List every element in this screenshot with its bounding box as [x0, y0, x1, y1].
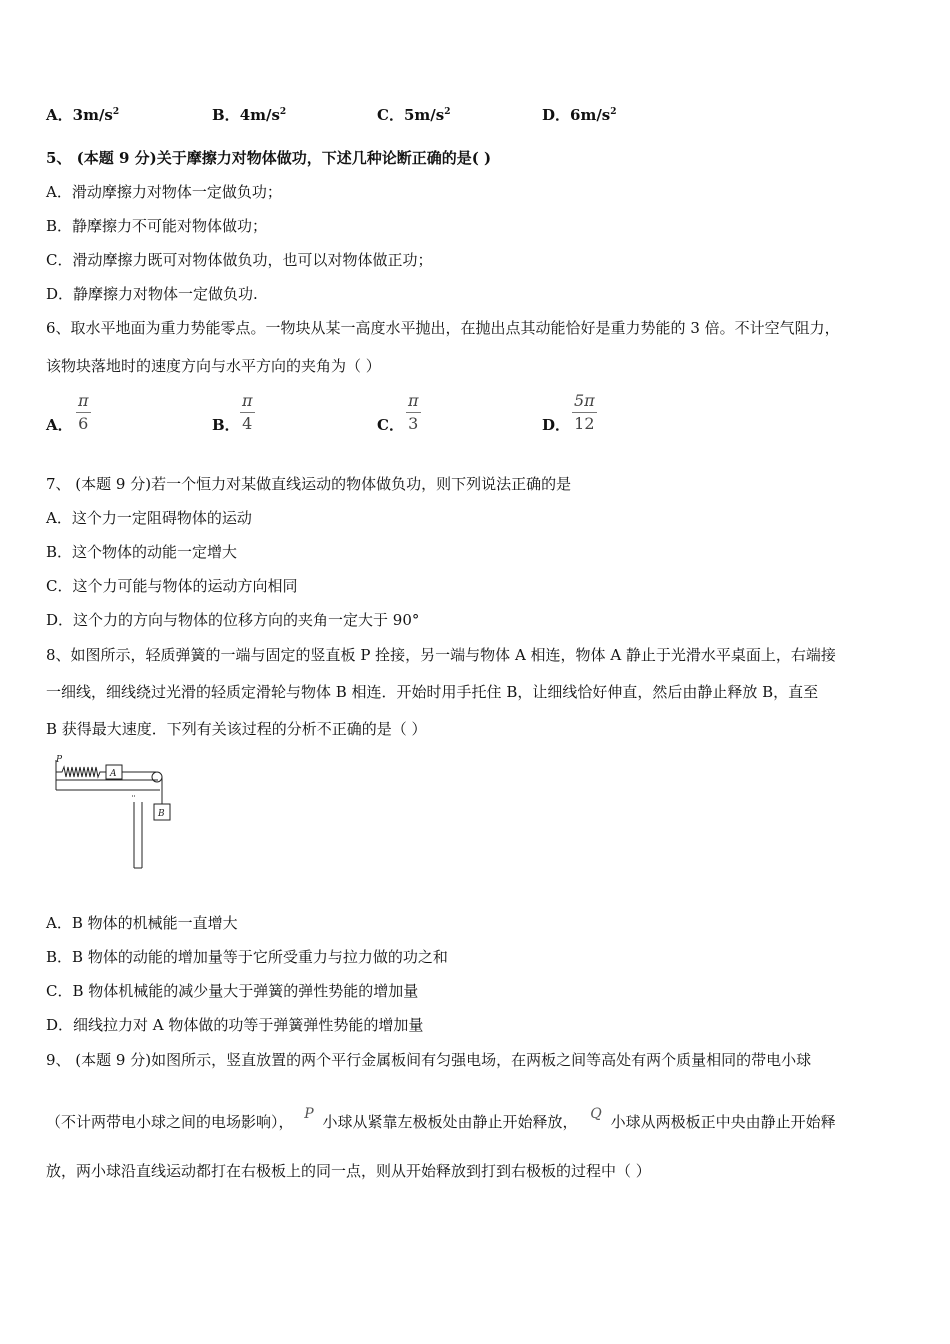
- q5-option-c: C．滑动摩擦力既可对物体做负功，也可以对物体做正功；: [46, 251, 433, 269]
- q7-option-a: A．这个力一定阻碍物体的运动: [46, 509, 252, 527]
- q9-var-p: P: [304, 1106, 314, 1122]
- q7-option-b: B．这个物体的动能一定增大: [46, 543, 238, 561]
- q8-stem-line3: B 获得最大速度．下列有关该过程的分析不正确的是（ ）: [46, 720, 427, 738]
- label-a: A: [110, 769, 117, 779]
- q8-stem-line2: 一细线，细线绕过光滑的轻质定滑轮与物体 B 相连．开始时用手托住 B，让细线恰好伸直，然后由静止释放 B，直至: [46, 683, 819, 701]
- q9-stem-line1: 9、 (本题 9 分)如图所示，竖直放置的两个平行金属板间有匀强电场，在两板之间等高处有两个质量相同的带电小球: [46, 1051, 812, 1069]
- q8-stem-line1: 8、如图所示，轻质弹簧的一端与固定的竖直板 P 拴接，另一端与物体 A 相连，物体 A 静止于光滑水平桌面上，右端接: [46, 646, 836, 664]
- label-p: P: [56, 755, 63, 765]
- q9-var-q: Q: [590, 1106, 602, 1122]
- q6-option-c-fraction: $\frac{\pi}{3}$: [408, 391, 419, 433]
- q4-option-c: C．$5m/s^2$: [377, 106, 451, 124]
- label-b: B: [158, 809, 165, 819]
- q7-option-c: C．这个力可能与物体的运动方向相同: [46, 577, 298, 595]
- q6-stem-line2: 该物块落地时的速度方向与水平方向的夹角为（ ）: [46, 357, 381, 375]
- q8-spring-pulley-figure: [50, 752, 180, 872]
- q6-option-d-label: D．: [542, 416, 571, 434]
- q5-option-a: A．滑动摩擦力对物体一定做负功；: [46, 183, 282, 201]
- q8-option-d: D．细线拉力对 A 物体做的功等于弹簧弹性势能的增加量: [46, 1016, 424, 1034]
- q6-option-a-fraction: $\frac{\pi}{6}$: [78, 391, 89, 433]
- q6-option-b-label: B．: [212, 416, 240, 434]
- q5-option-b: B．静摩擦力不可能对物体做功；: [46, 217, 268, 235]
- q6-option-d-fraction: $\frac{5\pi}{12}$: [574, 391, 595, 433]
- q9-stem-line2: （不计两带电小球之间的电场影响）， P 小球从紧靠左极板处由静止开始释放， Q 小球从两极板正中央由静止开始释: [46, 1106, 836, 1131]
- spring: [56, 767, 106, 777]
- q6-option-c-label: C．: [377, 416, 404, 434]
- q7-stem: 7、 (本题 9 分)若一个恒力对某做直线运动的物体做负功，则下列说法正确的是: [46, 475, 572, 493]
- q7-option-d: D．这个力的方向与物体的位移方向的夹角一定大于 90°: [46, 611, 420, 629]
- q8-option-c: C．B 物体机械能的减少量大于弹簧的弹性势能的增加量: [46, 982, 419, 1000]
- q8-option-b: B．B 物体的动能的增加量等于它所受重力与拉力做的功之和: [46, 948, 448, 966]
- q8-option-a: A．B 物体的机械能一直增大: [46, 914, 238, 932]
- q9-stem-line3: 放，两小球沿直线运动都打在右极板上的同一点，则从开始释放到打到右极板的过程中（ ）: [46, 1162, 651, 1180]
- q5-stem: 5、 (本题 9 分)关于摩擦力对物体做功，下述几种论断正确的是( ): [46, 149, 492, 167]
- q4-option-d: D．$6m/s^2$: [542, 106, 617, 124]
- q6-option-a-label: A．: [46, 416, 73, 434]
- q5-option-d: D．静摩擦力对物体一定做负功.: [46, 285, 258, 303]
- q4-option-a: A．$3m/s^2$: [46, 106, 120, 124]
- q6-option-b-fraction: $\frac{\pi}{4}$: [242, 391, 253, 433]
- q6-stem-line1: 6、取水平地面为重力势能零点。一物块从某一高度水平抛出，在抛出点其动能恰好是重力势能的 3 倍。不计空气阻力，: [46, 319, 840, 337]
- q4-option-b: B．$4m/s^2$: [212, 106, 287, 124]
